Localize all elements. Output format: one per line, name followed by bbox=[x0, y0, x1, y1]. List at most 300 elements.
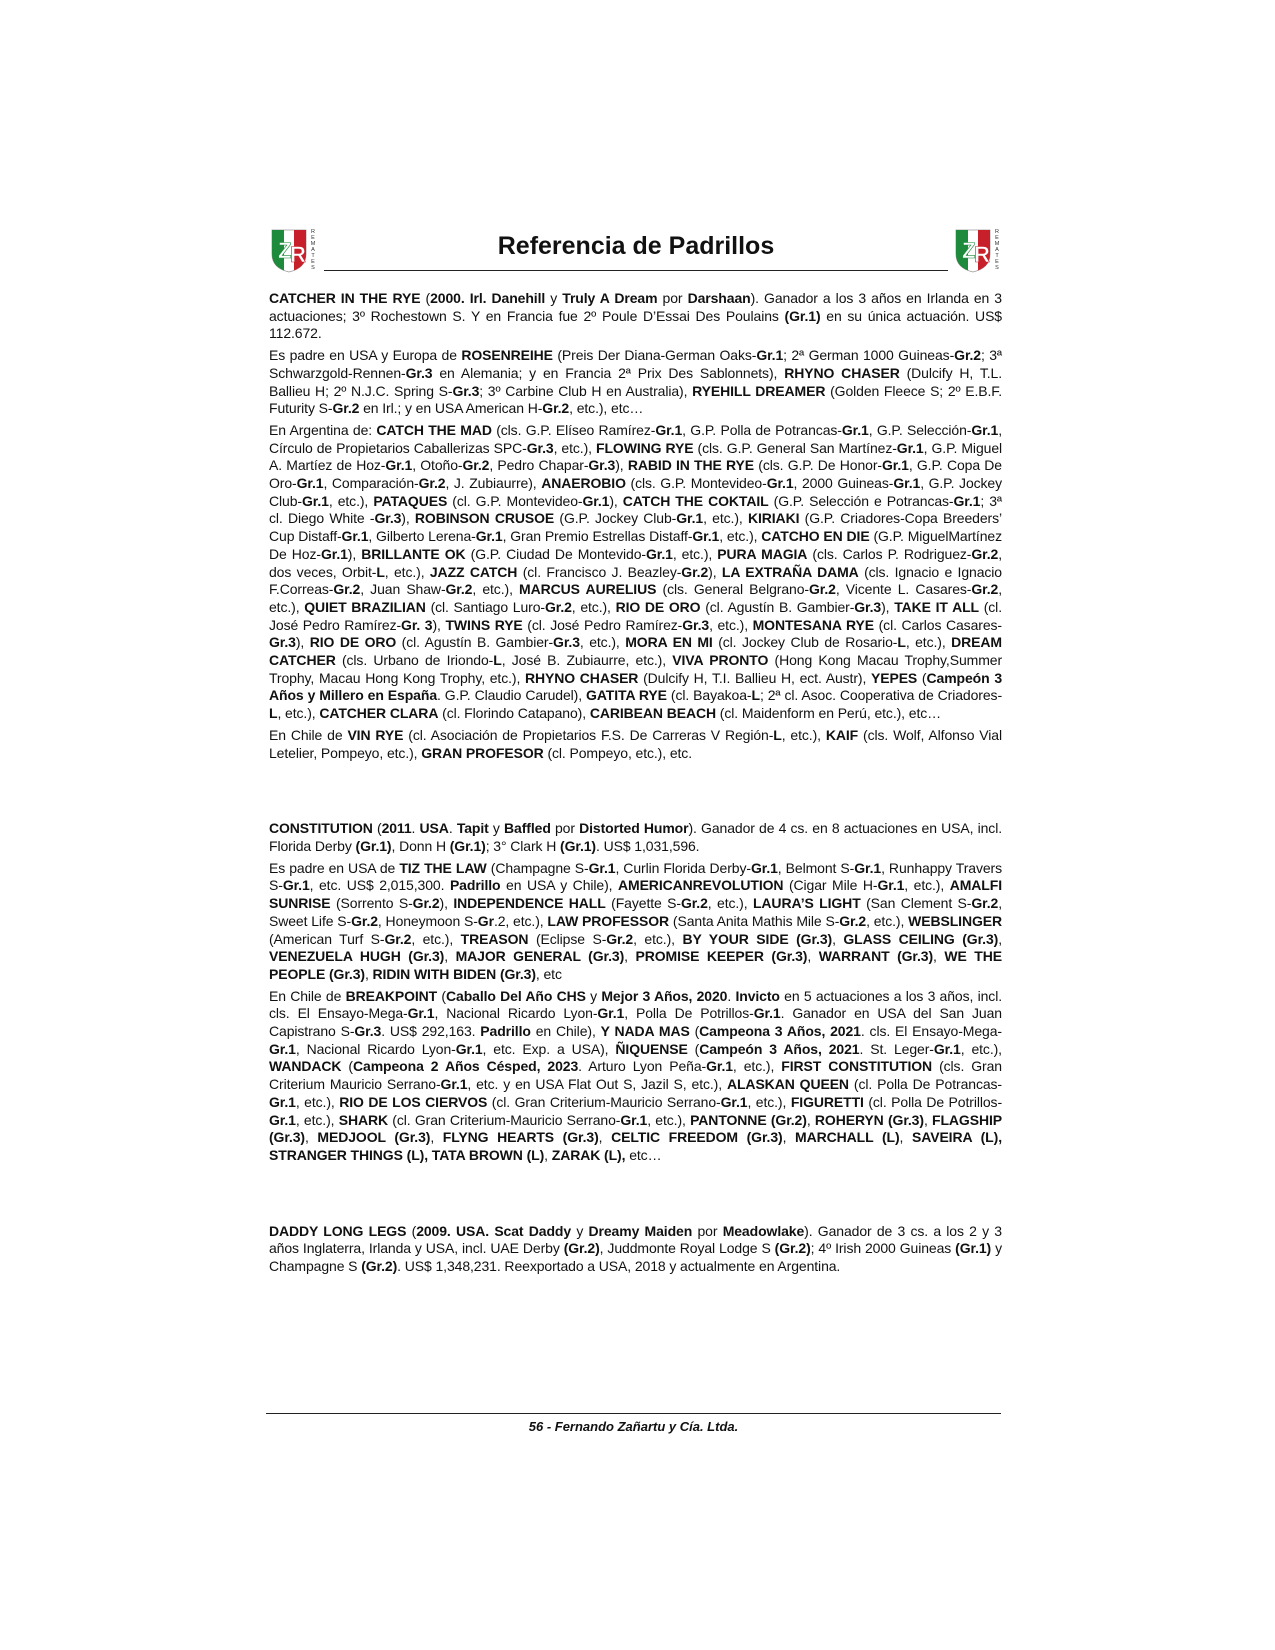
text-run: , bbox=[806, 1111, 815, 1128]
svg-text:R: R bbox=[995, 229, 999, 235]
bold-run: VIN RYE bbox=[347, 726, 404, 743]
bold-run: ROHERYN (Gr.3) bbox=[814, 1111, 924, 1128]
bold-run: Gr.1 bbox=[341, 528, 369, 545]
text-run: ( bbox=[437, 987, 446, 1004]
bold-run: FLYNG HEARTS (Gr.3) bbox=[442, 1129, 599, 1146]
svg-text:R: R bbox=[974, 242, 990, 267]
bold-run: TREASON bbox=[460, 930, 529, 947]
text-run: . US$ 1,348,231. Reexportado a USA, 2018 y actualmente en Argentina. bbox=[397, 1258, 841, 1275]
bold-run: Distorted Humor bbox=[579, 820, 689, 837]
text-run: ; 3º Carbine Club H en Australia), bbox=[479, 382, 693, 399]
bold-run: Gr.1 bbox=[407, 1005, 435, 1022]
bold-run: (Gr.2) bbox=[563, 1240, 600, 1257]
text-run: ), bbox=[439, 895, 454, 912]
text-run: y Champagne S bbox=[269, 1240, 1002, 1275]
bold-run: Gr.1 bbox=[645, 545, 673, 562]
text-run: , bbox=[923, 1111, 933, 1128]
bold-run: Gr.2 bbox=[384, 930, 412, 947]
bold-run: Gr.2 bbox=[351, 912, 378, 929]
bold-run: LAURA’S LIGHT bbox=[752, 895, 861, 912]
text-run: . cls. El Ensayo-Mega- bbox=[860, 1023, 1002, 1040]
bold-run: Gr.1 bbox=[597, 1005, 625, 1022]
svg-text:Z: Z bbox=[962, 238, 976, 263]
text-run: , etc. y en USA Flat Out S, Jazil S, etc.), bbox=[467, 1076, 727, 1093]
page-header bbox=[268, 224, 1004, 276]
bold-run: Gr.1 bbox=[877, 877, 905, 894]
text-run: ; 3° Clark H bbox=[485, 837, 561, 854]
text-run: por bbox=[657, 290, 688, 306]
text-run: (cl. Francisco J. Beazley- bbox=[517, 563, 682, 580]
bold-run: Gr.1 bbox=[385, 457, 413, 474]
text-run: . St. Leger- bbox=[859, 1040, 934, 1057]
text-run: , Donn H bbox=[391, 837, 450, 854]
bold-run: Gr.1 bbox=[933, 1040, 961, 1057]
bold-run: KIRIAKI bbox=[747, 510, 800, 527]
text-run: ), bbox=[609, 492, 623, 509]
bold-run: L bbox=[269, 705, 278, 722]
bold-run: ALASKAN QUEEN bbox=[726, 1076, 849, 1093]
text-run: , etc.), bbox=[472, 581, 520, 598]
text-run: , Gran Premio Estrellas Distaff- bbox=[502, 528, 693, 545]
text-run: (G.P. Selección e Potrancas- bbox=[768, 492, 954, 509]
text-run: , Gilberto Lerena- bbox=[368, 528, 476, 545]
bold-run: RIO DE ORO bbox=[309, 634, 397, 651]
bold-run: Padrillo bbox=[480, 1023, 531, 1040]
entry-paragraph bbox=[269, 727, 1002, 762]
text-run: , etc.), bbox=[328, 492, 374, 509]
text-run: , bbox=[304, 1129, 318, 1146]
bold-run: WEBSLINGER bbox=[908, 912, 1002, 929]
bold-run: Truly A Dream bbox=[562, 290, 658, 306]
bold-run: Gr.2 bbox=[839, 912, 867, 929]
text-run: en 5 actuaciones a los 3 años, incl. cls. El Ensayo-Mega- bbox=[269, 987, 1002, 1022]
text-run: (cl. Agustín B. Gambier- bbox=[396, 634, 554, 651]
text-run: (cl. José Pedro Ramírez- bbox=[269, 598, 1002, 633]
bold-run: PATAQUES bbox=[373, 492, 448, 509]
bold-run: L bbox=[493, 652, 502, 669]
text-run: (cl. Asociación de Propietarios F.S. De Carreras V Región- bbox=[403, 726, 774, 743]
text-run: Es padre en USA y Europa de bbox=[269, 347, 462, 364]
bold-run: Gr.3 bbox=[682, 616, 710, 633]
text-run: ( bbox=[406, 1222, 417, 1239]
svg-text:M: M bbox=[994, 241, 1000, 247]
bold-run: Gr.1 bbox=[753, 1005, 781, 1022]
bold-run: Gr.3 bbox=[452, 382, 480, 399]
bold-run: KAIF bbox=[825, 726, 859, 743]
text-run: , Curlin Florida Derby- bbox=[615, 859, 751, 876]
text-run: ), bbox=[881, 598, 895, 615]
svg-text:T: T bbox=[311, 253, 315, 259]
text-run: (cl. Jockey Club de Rosario- bbox=[712, 634, 898, 651]
bold-run: SAVEIRA (L), STRANGER THINGS (L), TATA BROWN (L) bbox=[269, 1129, 1002, 1163]
bold-run: GLASS CEILING (Gr.3) bbox=[843, 930, 999, 947]
entry-paragraph bbox=[269, 347, 1002, 418]
bold-run: ANAEROBIO bbox=[541, 475, 626, 492]
entry-paragraph bbox=[269, 860, 1002, 984]
text-run: , bbox=[624, 948, 636, 965]
bold-run: BRILLANTE OK bbox=[361, 545, 466, 562]
text-run: , etc.), bbox=[277, 705, 320, 722]
bold-run: Gr.1 bbox=[269, 1040, 296, 1057]
bold-run: 2009. USA. Scat Daddy bbox=[416, 1222, 572, 1239]
text-run: (G.P. Ciudad De Montevido- bbox=[465, 545, 646, 562]
section-spacer bbox=[269, 766, 1002, 820]
text-run: , etc.), bbox=[905, 634, 952, 651]
text-run: , etc.), bbox=[633, 930, 683, 947]
text-run: ), bbox=[401, 510, 415, 527]
text-run: ( bbox=[372, 820, 382, 837]
text-run: ; 2ª German 1000 Guineas- bbox=[783, 347, 955, 364]
bold-run: Gr.2 bbox=[544, 598, 572, 615]
text-run: ( bbox=[341, 1058, 353, 1075]
bold-run: (Gr.2) bbox=[361, 1258, 398, 1275]
text-run: (cls. Wolf, Alfonso Vial Letelier, Pompeyo, etc.), bbox=[269, 726, 1003, 761]
bold-run: Gr.1 bbox=[582, 492, 610, 509]
text-run: (cls. G.P. General San Martínez- bbox=[693, 439, 897, 456]
page-footer: 56 - Fernando Zañartu y Cía. Ltda. bbox=[528, 1419, 739, 1434]
text-run: (cl. Agustín B. Gambier- bbox=[700, 598, 855, 615]
text-run: (cl. Carlos Casares- bbox=[874, 616, 1002, 633]
text-run: , bbox=[430, 1129, 443, 1146]
text-run: y bbox=[488, 820, 505, 837]
text-run: (cl. Santiago Luro- bbox=[425, 598, 545, 615]
text-run: , G.P. Miguel A. Martíez de Hoz- bbox=[269, 439, 1003, 474]
bold-run: Gr.1 bbox=[282, 877, 310, 894]
bold-run: Gr.1 bbox=[320, 545, 348, 562]
bold-run: Gr.1 bbox=[692, 528, 720, 545]
bold-run: TAKE IT ALL bbox=[894, 598, 979, 615]
text-run: (cls. G.P. Elíseo Ramírez- bbox=[491, 421, 656, 438]
bold-run: VENEZUELA HUGH (Gr.3) bbox=[269, 948, 445, 965]
text-run: ( bbox=[420, 290, 431, 306]
text-run: (G.P. Criadores-Copa Breeders’ Cup Distaff- bbox=[269, 510, 1002, 545]
text-run: , etc.), bbox=[384, 563, 430, 580]
text-run: En Chile de bbox=[269, 987, 346, 1004]
text-run: , etc.), bbox=[703, 510, 748, 527]
text-run: , Honeymoon S- bbox=[377, 912, 478, 929]
text-run: (Cigar Mile H- bbox=[783, 877, 878, 894]
text-run: , bbox=[598, 1129, 612, 1146]
bold-run: Gr.2 bbox=[808, 581, 836, 598]
bold-run: SHARK bbox=[338, 1111, 389, 1128]
text-run: . Arturo Lyon Peña- bbox=[578, 1058, 707, 1075]
bold-run: L bbox=[376, 563, 385, 580]
text-run: , etc. Exp. a USA), bbox=[482, 1040, 616, 1057]
text-run: (Dulcify H, T.L. Ballieu H; 2º N.J.C. Spring S- bbox=[269, 364, 1002, 399]
text-run: , etc.), bbox=[960, 1040, 1002, 1057]
bold-run: Darshaan bbox=[687, 290, 751, 306]
svg-text:E: E bbox=[311, 235, 315, 241]
entry-paragraph bbox=[269, 988, 1002, 1165]
zr-remates-logo bbox=[952, 224, 1004, 274]
bold-run: Gr.2 bbox=[606, 930, 634, 947]
text-run: , Otoño- bbox=[412, 457, 463, 474]
text-run: ). Ganador de 3 cs. a los 2 y 3 años Inglaterra, Irlanda y USA, incl. UAE Derby bbox=[269, 1222, 1002, 1257]
text-run: , Polla De Potrillos- bbox=[624, 1005, 754, 1022]
bold-run: Gr.1 bbox=[296, 475, 324, 492]
text-run: (cls. Gran Criterium Mauricio Serrano- bbox=[269, 1058, 1002, 1093]
bold-run: RIO DE LOS CIERVOS bbox=[339, 1093, 488, 1110]
text-run: . G.P. Claudio Carudel), bbox=[437, 687, 587, 704]
bold-run: CARIBEAN BEACH bbox=[589, 705, 716, 722]
text-run: (cl. Bayakoa- bbox=[666, 687, 752, 704]
text-run: , etc.), bbox=[411, 930, 461, 947]
text-run: (cl. G.P. Montevideo- bbox=[447, 492, 583, 509]
footer-divider bbox=[266, 1413, 1001, 1414]
svg-text:A: A bbox=[995, 247, 999, 253]
text-run: , bbox=[444, 948, 456, 965]
text-run: , etc.), bbox=[719, 528, 762, 545]
bold-run: QUIET BRAZILIAN bbox=[304, 598, 426, 615]
text-run: (cls. G.P. De Honor- bbox=[754, 457, 882, 474]
text-run: , etc.), bbox=[709, 616, 753, 633]
text-run: , etc.), bbox=[672, 545, 718, 562]
text-run: (cl. Pompeyo, etc.), etc. bbox=[543, 744, 692, 761]
bold-run: Gr.3 bbox=[553, 634, 580, 651]
text-run: En Chile de bbox=[269, 726, 348, 743]
bold-run: Meadowlake bbox=[722, 1222, 805, 1239]
bold-run: Y NADA MAS bbox=[600, 1023, 690, 1040]
text-run: (cl. Gran Criterium-Mauricio Serrano- bbox=[487, 1093, 721, 1110]
text-run: , bbox=[544, 1146, 552, 1163]
bold-run: Gr.3 bbox=[405, 364, 433, 381]
text-run: , bbox=[807, 948, 819, 965]
text-run: . bbox=[448, 820, 457, 837]
text-run: .2, etc.), bbox=[493, 912, 548, 929]
text-run: , 2000 Guineas- bbox=[793, 475, 894, 492]
text-run: ( bbox=[687, 1040, 700, 1057]
bold-run: PURA MAGIA bbox=[717, 545, 808, 562]
bold-run: CATCHO EN DIE bbox=[761, 528, 870, 545]
bold-run: MONTESANA RYE bbox=[752, 616, 874, 633]
bold-run: Gr.1 bbox=[440, 1076, 468, 1093]
text-run: ), bbox=[708, 563, 722, 580]
text-run: , bbox=[364, 965, 373, 982]
svg-text:M: M bbox=[310, 241, 316, 247]
bold-run: Gr.2 bbox=[332, 400, 360, 417]
bold-run: Gr.2 bbox=[542, 400, 570, 417]
text-run: . Ganador en USA del San Juan Capistrano S- bbox=[269, 1005, 1002, 1040]
text-run: (American Turf S- bbox=[269, 930, 385, 947]
text-run: ( bbox=[689, 1023, 700, 1040]
text-run: , etc.), bbox=[904, 877, 950, 894]
text-run: , Runhappy Travers S- bbox=[269, 859, 1003, 894]
bold-run: Gr.1 bbox=[588, 859, 616, 876]
bold-run: Gr.1 bbox=[893, 475, 921, 492]
bold-run: Gr.1 bbox=[720, 1093, 748, 1110]
text-run: , Sweet Life S- bbox=[269, 895, 1002, 929]
text-run: ), bbox=[432, 616, 446, 633]
text-run: , J. Zubiaurre), bbox=[445, 475, 542, 492]
text-run: , etc.), bbox=[781, 726, 826, 743]
text-run: , G.P. Selección- bbox=[868, 421, 972, 438]
bold-run: L bbox=[751, 687, 760, 704]
bold-run: MARCUS AURELIUS bbox=[519, 581, 657, 598]
text-run: , Pedro Chapar- bbox=[489, 457, 589, 474]
text-run: en USA y Chile), bbox=[500, 877, 618, 894]
bold-run: BY YOUR SIDE (Gr.3) bbox=[682, 930, 833, 947]
svg-text:A: A bbox=[311, 247, 315, 253]
text-run: . US$ 292,163. bbox=[381, 1023, 481, 1040]
stallion-entry bbox=[269, 290, 1002, 762]
svg-text:T: T bbox=[995, 253, 999, 259]
text-run: (cls. Urbano de Iriondo- bbox=[335, 652, 494, 669]
stallion-entry bbox=[269, 1223, 1002, 1276]
text-run: (Hong Kong Macau Trophy,Summer Trophy, Macau Hong Kong Trophy, etc.), bbox=[269, 652, 1003, 686]
bold-run: TIZ THE LAW bbox=[399, 859, 487, 876]
bold-run: RHYNO CHASER bbox=[525, 669, 639, 686]
bold-run: Dreamy Maiden bbox=[588, 1222, 693, 1239]
text-run: por bbox=[692, 1222, 723, 1239]
text-run: (cls. Ignacio e Ignacio F.Correas- bbox=[269, 563, 1002, 598]
zr-remates-logo bbox=[268, 224, 320, 274]
bold-run: Gr.2 bbox=[971, 545, 999, 562]
text-run: y bbox=[571, 1222, 589, 1239]
svg-text:S: S bbox=[995, 265, 999, 271]
bold-run: Gr.1 bbox=[896, 439, 924, 456]
bold-run: Gr.2 bbox=[418, 475, 446, 492]
text-run: , etc.), bbox=[747, 1093, 791, 1110]
bold-run: Campeona 3 Años, 2021 bbox=[699, 1023, 861, 1040]
text-run: ), bbox=[615, 457, 628, 474]
text-run: , José B. Zubiaurre, etc.), bbox=[501, 652, 673, 669]
text-run: , etc.), bbox=[571, 598, 616, 615]
bold-run: RABID IN THE RYE bbox=[627, 457, 754, 474]
text-run: ; 3ª Schwarzgold-Rennen- bbox=[269, 347, 1002, 381]
bold-run: Gr.2 bbox=[333, 581, 361, 598]
text-run: (Dulcify H, T.I. Ballieu H, ect. Austr), bbox=[638, 669, 871, 686]
bold-run: ROSENREIHE bbox=[461, 347, 553, 364]
bold-run: RYEHILL DREAMER bbox=[692, 382, 826, 399]
bold-run: MARCHALL (L) bbox=[795, 1129, 900, 1146]
bold-run: WARRANT (Gr.3) bbox=[818, 948, 934, 965]
bold-run: Gr.1 bbox=[841, 421, 869, 438]
text-run: , Belmont S- bbox=[777, 859, 855, 876]
text-run: , etc.), bbox=[866, 912, 909, 929]
bold-run: CATCH THE COKTAIL bbox=[622, 492, 769, 509]
text-run: ; 3ª cl. Diego White - bbox=[269, 492, 1002, 527]
bold-run: ZARAK (L), bbox=[551, 1146, 626, 1163]
text-run: . bbox=[727, 987, 736, 1004]
bold-run: CATCH THE MAD bbox=[376, 421, 492, 438]
bold-run: WANDACK bbox=[269, 1058, 342, 1075]
text-run: , etc.), etc… bbox=[569, 400, 644, 417]
bold-run: DADDY LONG LEGS bbox=[269, 1222, 407, 1239]
text-run: ), bbox=[295, 634, 310, 651]
text-run: en su única actuación. US$ 112.672. bbox=[269, 307, 1002, 342]
text-run: , etc.), bbox=[269, 581, 1003, 615]
bold-run: Gr.3 bbox=[354, 1023, 382, 1040]
svg-text:E: E bbox=[311, 259, 315, 265]
bold-run: PANTONNE (Gr.2) bbox=[690, 1111, 807, 1128]
bold-run: JAZZ CATCH bbox=[429, 563, 518, 580]
bold-run: (Gr.1) bbox=[784, 307, 821, 324]
text-run: ( bbox=[917, 669, 927, 686]
text-run: (cl. Gran Criterium-Mauricio Serrano- bbox=[388, 1111, 621, 1128]
bold-run: CATCHER CLARA bbox=[319, 705, 439, 722]
svg-text:E: E bbox=[995, 259, 999, 265]
text-run: en Irl.; y en USA American H- bbox=[359, 400, 543, 417]
bold-run: INDEPENDENCE HALL bbox=[453, 895, 606, 912]
text-run: , Nacional Ricardo Lyon- bbox=[434, 1005, 598, 1022]
section-spacer bbox=[269, 1169, 1002, 1223]
bold-run: Gr.1 bbox=[269, 1093, 296, 1110]
bold-run: Gr.1 bbox=[301, 492, 329, 509]
text-run: (cls. G.P. Montevideo- bbox=[625, 475, 767, 492]
text-run: , G.P. Copa De Oro- bbox=[269, 457, 1002, 492]
text-run: , etc. US$ 2,015,300. bbox=[309, 877, 450, 894]
text-run: y bbox=[545, 290, 563, 306]
bold-run: 2011 bbox=[381, 820, 412, 837]
bold-run: AMALFI SUNRISE bbox=[269, 877, 1002, 912]
bold-run: CATCHER IN THE RYE bbox=[269, 290, 421, 306]
text-run: , bbox=[933, 948, 945, 965]
text-run: (Preis Der Diana-German Oaks- bbox=[552, 347, 757, 364]
text-run: , Juddmonte Royal Lodge S bbox=[599, 1240, 775, 1257]
text-run: (G.P. Jockey Club- bbox=[554, 510, 677, 527]
bold-run: Tapit bbox=[456, 820, 489, 837]
page-title: Referencia de Padrillos bbox=[497, 232, 775, 260]
bold-run: RIDIN WITH BIDEN (Gr.3) bbox=[372, 965, 536, 982]
text-run: , etc.), bbox=[732, 1058, 782, 1075]
bold-run: Gr bbox=[477, 912, 494, 929]
bold-run: Gr.2 bbox=[954, 347, 981, 364]
text-run: etc… bbox=[625, 1146, 662, 1163]
text-run: ; 4º Irish 2000 Guineas bbox=[810, 1240, 956, 1257]
text-run: (cl. Polla De Potrancas- bbox=[848, 1076, 1002, 1093]
text-run: , bbox=[782, 1129, 796, 1146]
text-run: (Champagne S- bbox=[486, 859, 589, 876]
bold-run: MAJOR GENERAL (Gr.3) bbox=[455, 948, 625, 965]
bold-run: CONSTITUTION bbox=[269, 820, 373, 837]
bold-run: Gr.2 bbox=[462, 457, 490, 474]
svg-text:R: R bbox=[311, 229, 315, 235]
text-run: (Golden Fleece S; 2º E.B.F. Futurity S- bbox=[269, 382, 1002, 417]
bold-run: (Gr.1) bbox=[560, 837, 596, 854]
text-run: , Nacional Ricardo Lyon- bbox=[295, 1040, 456, 1057]
text-run: En Argentina de: bbox=[269, 421, 377, 438]
bold-run: ÑIQUENSE bbox=[615, 1040, 688, 1057]
text-run: , etc.), bbox=[553, 439, 597, 456]
bold-run: (Gr.2) bbox=[774, 1240, 811, 1257]
svg-text:Z: Z bbox=[278, 238, 292, 263]
bold-run: Campeón 3 Años, 2021 bbox=[699, 1040, 860, 1057]
text-run: y bbox=[585, 987, 602, 1004]
text-run: (cl. Maidenform en Perú, etc.), etc… bbox=[715, 705, 942, 722]
text-run: (G.P. MiguelMartínez De Hoz- bbox=[269, 528, 1002, 562]
text-run: (Fayette S- bbox=[605, 895, 681, 912]
bold-run: L bbox=[897, 634, 906, 651]
bold-run: MEDJOOL (Gr.3) bbox=[317, 1129, 431, 1146]
bold-run: Gr.2 bbox=[971, 581, 999, 598]
svg-text:E: E bbox=[995, 235, 999, 241]
bold-run: Campeón 3 Años y Millero en España bbox=[269, 669, 1003, 704]
bold-run: Padrillo bbox=[449, 877, 501, 894]
text-run: Es padre en USA de bbox=[269, 859, 400, 876]
bold-run: Gr.1 bbox=[676, 510, 704, 527]
text-run: (cl. José Pedro Ramírez- bbox=[522, 616, 683, 633]
text-run: , bbox=[899, 1129, 912, 1146]
bold-run: GRAN PROFESOR bbox=[421, 744, 544, 761]
bold-run: Gr.3 bbox=[854, 598, 882, 615]
bold-run: Gr.2 bbox=[412, 895, 440, 912]
entry-paragraph bbox=[269, 820, 1002, 855]
svg-text:S: S bbox=[311, 265, 315, 271]
bold-run: MORA EN MI bbox=[625, 634, 713, 651]
text-run: (Eclipse S- bbox=[528, 930, 607, 947]
text-run: , etc.), bbox=[647, 1111, 691, 1128]
bold-run: (Gr.1) bbox=[955, 1240, 992, 1257]
